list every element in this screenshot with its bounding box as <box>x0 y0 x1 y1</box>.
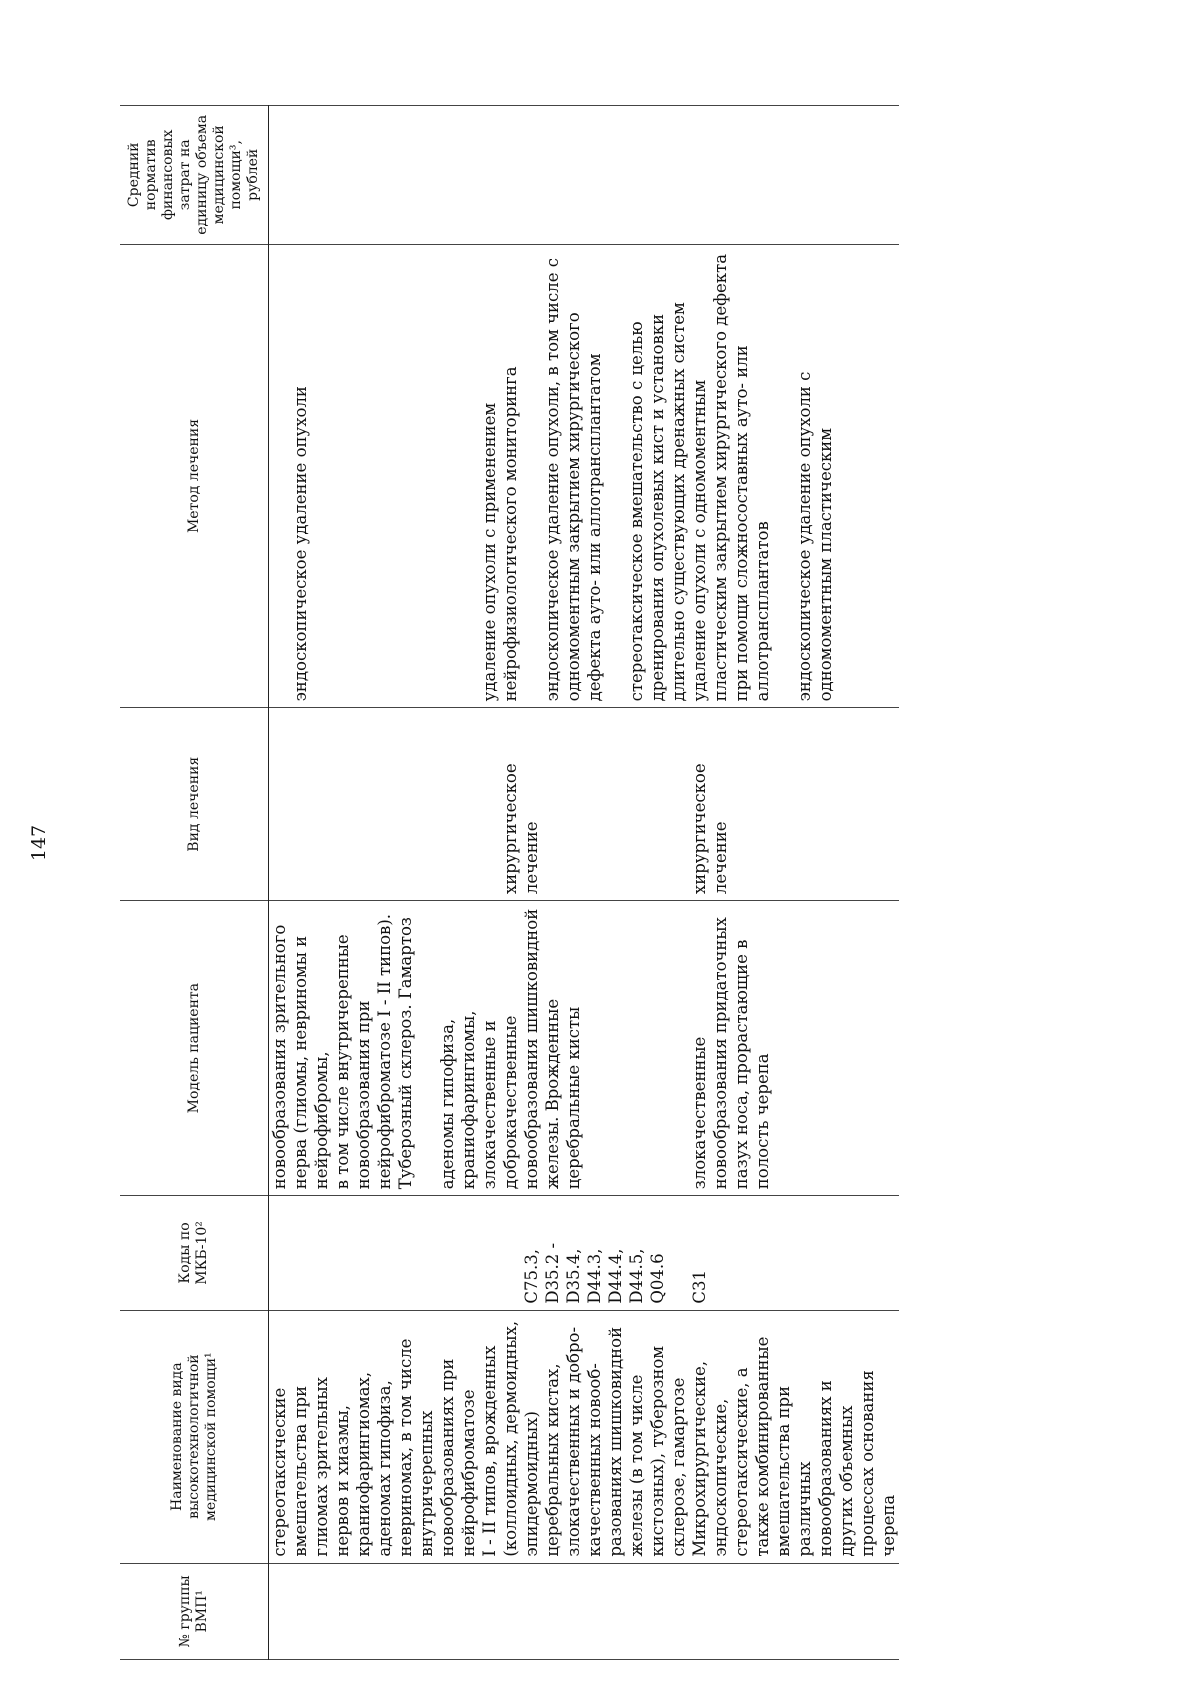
cost-norm-cell <box>689 106 899 245</box>
table-row <box>269 106 690 1660</box>
table-row <box>689 106 899 1660</box>
header-treatment-method: Метод лечения <box>120 244 269 708</box>
treatment-method-text: эндоскопическое удаление опухоли <box>291 386 310 702</box>
vmp-name-text: I - II типов, врожденных (коллоидных, дермоидных, эпидермоидных) церебральных кистах, злокачественных и добро-качественных новооб-разованиях шишковидной железы (в том числе кистозных), туберозном склерозе, гамартозе <box>480 1320 688 1557</box>
treatment-method-cell <box>689 244 899 708</box>
header-cost-norm: Средний норматив финансовых затрат на единицу объема медицинской помощи³, рублей <box>120 106 269 245</box>
vmp-name-cell <box>269 1310 690 1563</box>
treatment-type-cell <box>269 708 690 901</box>
patient-model-cell <box>269 901 690 1196</box>
patient-model-text: злокачественные новообразования придаточных пазух носа, прорастающие в полость черепа <box>690 917 772 1190</box>
group-number-cell <box>269 1563 690 1659</box>
vmp-name-cell <box>689 1310 899 1563</box>
table-header-row <box>120 106 269 1660</box>
treatment-method-text: эндоскопическое удаление опухоли, в том числе с одномоментным закрытием хирургического дефекта ауто- или аллотрансплантатом <box>543 258 604 702</box>
cost-norm-cell <box>269 106 690 245</box>
header-vmp-name: Наименование вида высокотехнологичной медицинской помощи¹ <box>120 1310 269 1563</box>
treatment-method-cell <box>269 244 690 708</box>
icd-codes-cell <box>689 1196 899 1310</box>
header-icd-codes: Коды по МКБ-10² <box>120 1196 269 1310</box>
header-treatment-type: Вид лечения <box>120 708 269 901</box>
treatment-method-text: удаление опухоли с применением нейрофизиологического мониторинга <box>480 366 520 702</box>
patient-model-text: новообразования зрительного нерва (глиомы, невриномы и нейрофибромы, в том числе внутричерепные новообразования при нейрофиброматозе I - II типов). Туберозный склероз. Гамартоз <box>270 914 415 1190</box>
treatment-method-text: стереотаксическое вмешательство с целью дренирования опухолевых кист и установки длительно существующих дренажных систем <box>627 302 688 702</box>
treatment-method-text: удаление опухоли с одномоментным пластическим закрытием хирургического дефекта при помощи сложносоставных ауто- или аллотрансплантатов <box>690 253 772 702</box>
vmp-name-text: Микрохирургические, эндоскопические, стереотаксические, а также комбинированные вмешательства при различных новообразованиях и других объемных процессах основания черепа <box>690 1336 898 1557</box>
icd-codes-text: C31 <box>690 1270 709 1304</box>
vmp-name-text: стереотаксические вмешательства при глиомах зрительных нервов и хиазмы, краниофарингиомах, аденомах гипофиза, невриномах, в том числе внутричерепных новообразованиях при нейрофиброматозе <box>270 1338 478 1557</box>
treatment-type-text: хирургическое лечение <box>690 763 730 895</box>
group-number-cell <box>689 1563 899 1659</box>
treatment-type-text: хирургическое лечение <box>501 763 541 895</box>
header-patient-model: Модель пациента <box>120 901 269 1196</box>
icd-codes-text: C75.3, D35.2 - D35.4, D44.3, D44.4, D44.5, Q04.6 <box>522 1242 667 1304</box>
vmp-table <box>120 105 899 1660</box>
patient-model-text: аденомы гипофиза, краниофарингиомы, злокачественные и доброкачественные новообразования шишковидной железы. Врожденные церебральные кисты <box>438 908 583 1190</box>
icd-codes-cell <box>269 1196 690 1310</box>
page-number: 147 <box>28 824 50 862</box>
treatment-method-text: эндоскопическое удаление опухоли с одномоментным пластическим <box>795 371 835 702</box>
treatment-type-cell <box>689 708 899 901</box>
header-group-number: № группы ВМП¹ <box>120 1563 269 1659</box>
patient-model-cell <box>689 901 899 1196</box>
